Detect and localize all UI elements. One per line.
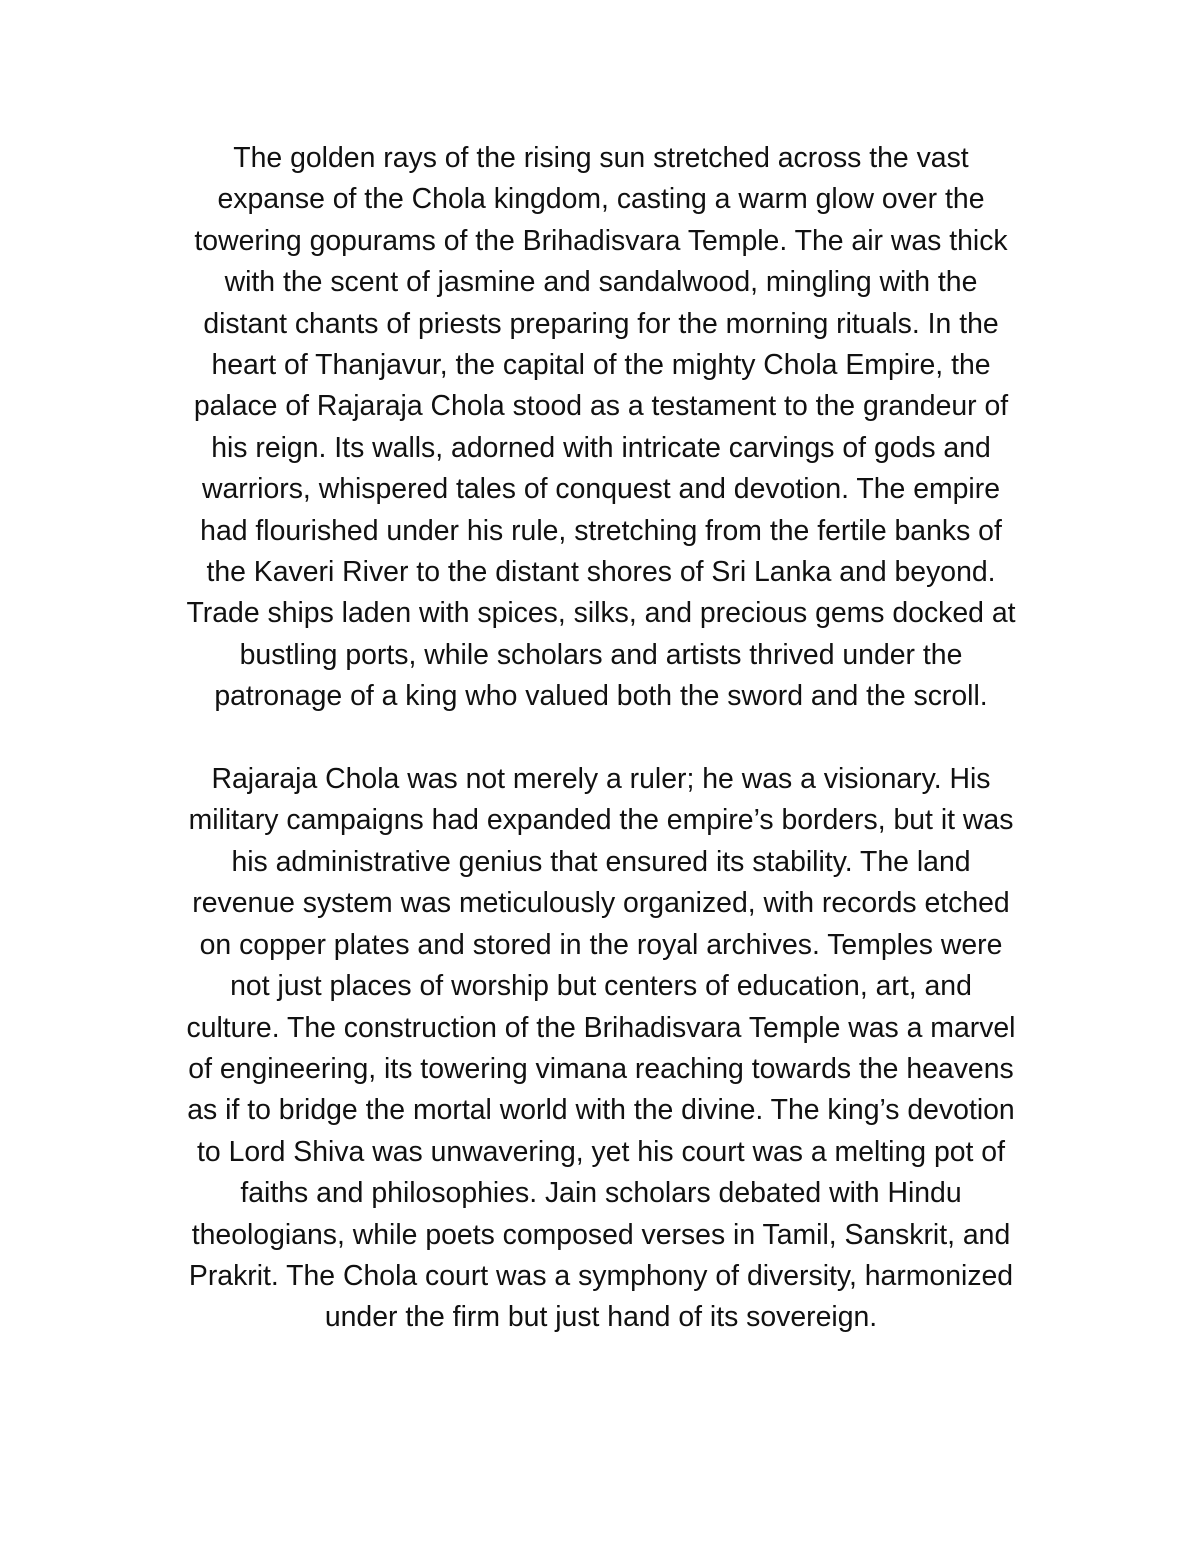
text-line: the Kaveri River to the distant shores of Sri Lanka and beyond.: [206, 556, 996, 589]
text-line: bustling ports, while scholars and artists thrived under the: [239, 638, 963, 671]
text-line: his reign. Its walls, adorned with intricate carvings of gods and: [211, 431, 991, 464]
text-line: had flourished under his rule, stretching from the fertile banks of: [200, 514, 1002, 547]
text-line: culture. The construction of the Brihadisvara Temple was a marvel: [186, 1011, 1016, 1044]
document-body: [136, 138, 1066, 1339]
paragraph-2: [136, 759, 1066, 1339]
text-line: palace of Rajaraja Chola stood as a testament to the grandeur of: [193, 390, 1009, 423]
text-line: his administrative genius that ensured its stability. The land: [231, 845, 971, 878]
paragraph-1: [136, 138, 1066, 718]
text-line: on copper plates and stored in the royal archives. Temples were: [199, 928, 1003, 961]
text-line: warriors, whispered tales of conquest and devotion. The empire: [201, 473, 1000, 506]
text-line: military campaigns had expanded the empire’s borders, but it was: [188, 804, 1014, 837]
text-line: Prakrit. The Chola court was a symphony of diversity, harmonized: [188, 1259, 1014, 1292]
text-line: under the firm but just hand of its sovereign.: [324, 1301, 878, 1334]
text-line: patronage of a king who valued both the sword and the scroll.: [214, 680, 988, 713]
text-line: The golden rays of the rising sun stretched across the vast: [233, 142, 969, 174]
text-line: distant chants of priests preparing for the morning rituals. In the: [203, 307, 999, 340]
text-line: with the scent of jasmine and sandalwood, mingling with the: [224, 266, 978, 299]
text-line: theologians, while poets composed verses in Tamil, Sanskrit, and: [191, 1218, 1011, 1251]
text-line: not just places of worship but centers of education, art, and: [230, 970, 972, 1003]
text-line: towering gopurams of the Brihadisvara Temple. The air was thick: [194, 224, 1008, 257]
text-line: to Lord Shiva was unwavering, yet his court was a melting pot of: [197, 1135, 1005, 1168]
text-line: heart of Thanjavur, the capital of the mighty Chola Empire, the: [211, 349, 991, 382]
text-line: Trade ships laden with spices, silks, and precious gems docked at: [186, 597, 1016, 630]
text-line: of engineering, its towering vimana reaching towards the heavens: [188, 1052, 1014, 1085]
text-line: as if to bridge the mortal world with the divine. The king’s devotion: [187, 1094, 1015, 1127]
text-line: expanse of the Chola kingdom, casting a warm glow over the: [217, 183, 985, 216]
text-line: Rajaraja Chola was not merely a ruler; he was a visionary. His: [211, 763, 991, 796]
text-line: faiths and philosophies. Jain scholars debated with Hindu: [240, 1177, 962, 1210]
text-line: revenue system was meticulously organized, with records etched: [192, 887, 1010, 920]
